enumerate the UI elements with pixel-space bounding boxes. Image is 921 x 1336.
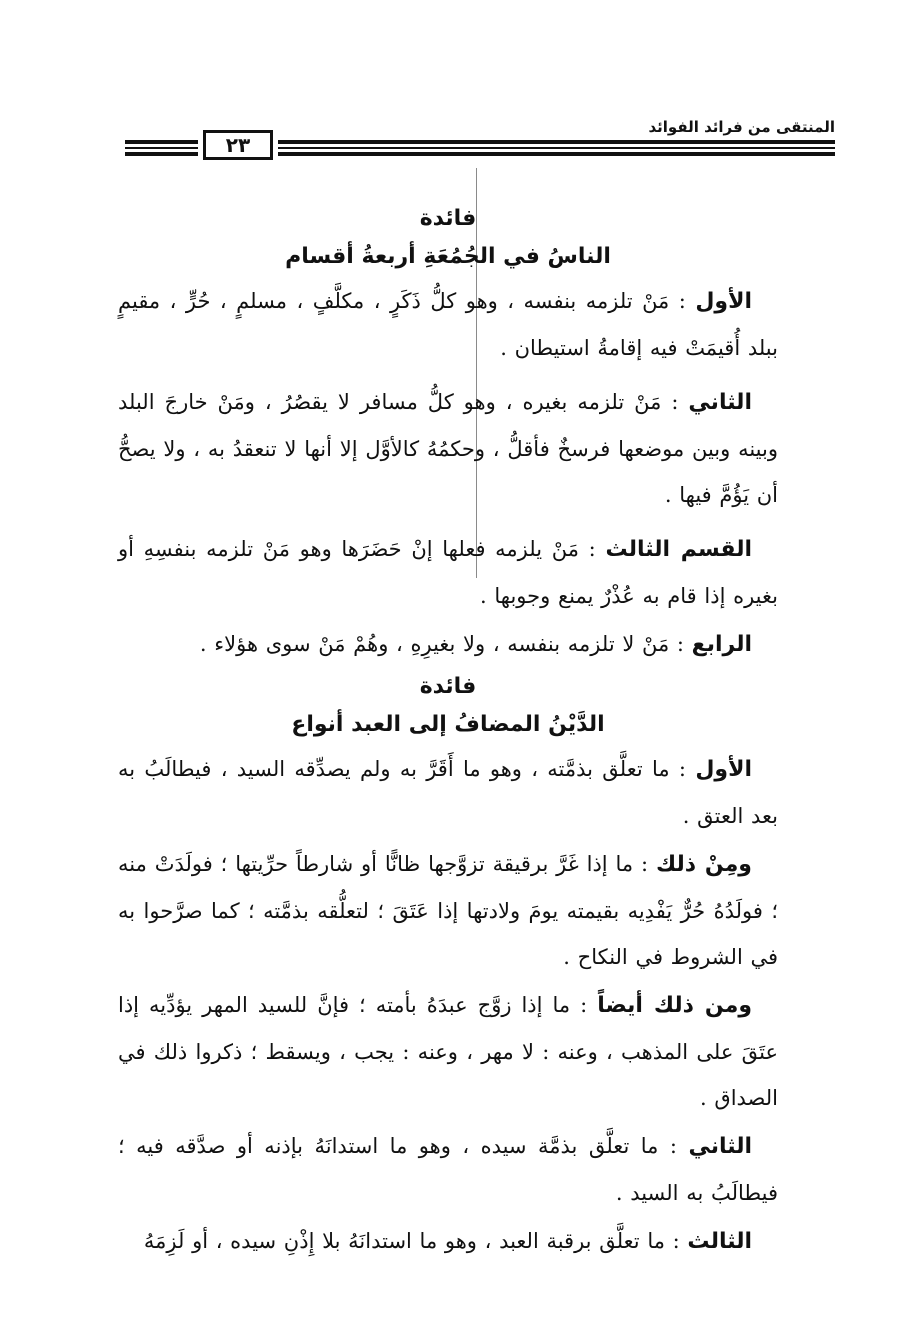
section-label: فائدة <box>419 206 477 231</box>
paragraph <box>118 278 778 371</box>
paragraph-text: : مَنْ لا تلزمه بنفسه ، ولا بغيرِهِ ، وهُمْ مَنْ سوى هؤلاء . <box>199 632 684 656</box>
header-rule-right-top <box>278 140 835 144</box>
paragraph-text: : مَنْ يلزمه فعلها إنْ حَضَرَها وهو مَنْ تلزمه بنفسِهِ أو بغيره إذا قام به عُذْرٌ يمنع وجوبها . <box>118 537 778 608</box>
paragraph-text: : مَنْ تلزمه بغيره ، وهو كلُّ مسافر لا يقصُرُ ، ومَنْ خارجَ البلد وبينه وبين موضعها فرسخٌ فأقلُّ ، وحكمُهُ كالأوَّل إلا أنها لا تنعقدُ به ، ولا يصحُّ أن يَؤُمَّ فيها . <box>118 390 778 507</box>
running-title: المنتقى من فرائد الفوائد <box>648 118 835 136</box>
paragraph <box>118 1218 778 1265</box>
paragraph <box>118 982 778 1121</box>
section-title: الدَّيْنُ المضافُ إلى العبد أنواع <box>291 712 605 737</box>
paragraph-lead: ومِنْ ذلك <box>656 852 752 877</box>
page-header <box>120 116 835 164</box>
paragraph-lead: الأول <box>695 289 752 314</box>
section-title: الناسُ في الجُمُعَةِ أربعةُ أقسام <box>285 244 611 269</box>
paragraph <box>118 746 778 839</box>
paragraph-lead: الثاني <box>688 390 752 415</box>
paragraph-text: : مَنْ تلزمه بنفسه ، وهو كلُّ ذَكَرٍ ، مكلَّفٍ ، مسلمٍ ، حُرٍّ ، مقيمٍ ببلد أُقيمَتْ فيه إقامةُ استيطان . <box>118 289 778 360</box>
paragraph-lead: الثاني <box>688 1134 752 1159</box>
section-label: فائدة <box>419 674 477 699</box>
header-rule-left-bottom <box>125 152 198 156</box>
paragraph-lead: الرابع <box>691 632 752 657</box>
paragraph <box>118 621 778 668</box>
header-rule-right-bottom <box>278 152 835 156</box>
paragraph-text: : ما تعلَّق بذمَّته ، وهو ما أَقَرَّ به ولم يصدِّقه السيد ، فيطالَبُ به بعد العتق . <box>118 757 778 828</box>
paragraph-text: : ما إذا غَرَّ برقيقة تزوَّجها ظانًّا أو شارطاً حرِّيتها ؛ فولَدَتْ منه ؛ فولَدُهُ حُرٌّ يَفْدِيه بقيمته يومَ ولادتها إذا عَتَقَ ؛ لتعلُّقه بذمَّته ؛ كما صرَّحوا به في الشروط في النكاح . <box>118 852 778 969</box>
paragraph <box>118 526 778 619</box>
header-rule-left-mid <box>125 147 198 149</box>
paragraph-lead: القسم الثالث <box>605 537 753 562</box>
paragraph-text: : ما تعلَّق بذمَّة سيده ، وهو ما استدانَهُ بإذنه أو صدَّقه فيه ؛ فيطالَبُ به السيد . <box>118 1134 778 1205</box>
paragraph-text: : ما إذا زوَّج عبدَهُ بأمته ؛ فإنَّ للسيد المهر يؤدِّيه إذا عتَقَ على المذهب ، وعنه : لا مهر ، وعنه : يجب ، ويسقط ؛ ذكروا ذلك في الصداق . <box>118 993 778 1110</box>
paragraph-lead: الثالث <box>687 1229 752 1254</box>
page-body <box>118 200 778 1265</box>
paragraph-text: : ما تعلَّق برقبة العبد ، وهو ما استدانَهُ بلا إِذْنِ سيده ، أو لَزِمَهُ <box>143 1229 680 1253</box>
paragraph-lead: ومن ذلك أيضاً <box>597 993 752 1018</box>
paragraph-lead: الأول <box>695 757 752 782</box>
header-rule-right-mid <box>278 147 835 149</box>
paragraph <box>118 379 778 518</box>
page-number: ٢٣ <box>203 130 273 160</box>
paragraph <box>118 841 778 980</box>
paragraph <box>118 1123 778 1216</box>
header-rule-left-top <box>125 140 198 144</box>
